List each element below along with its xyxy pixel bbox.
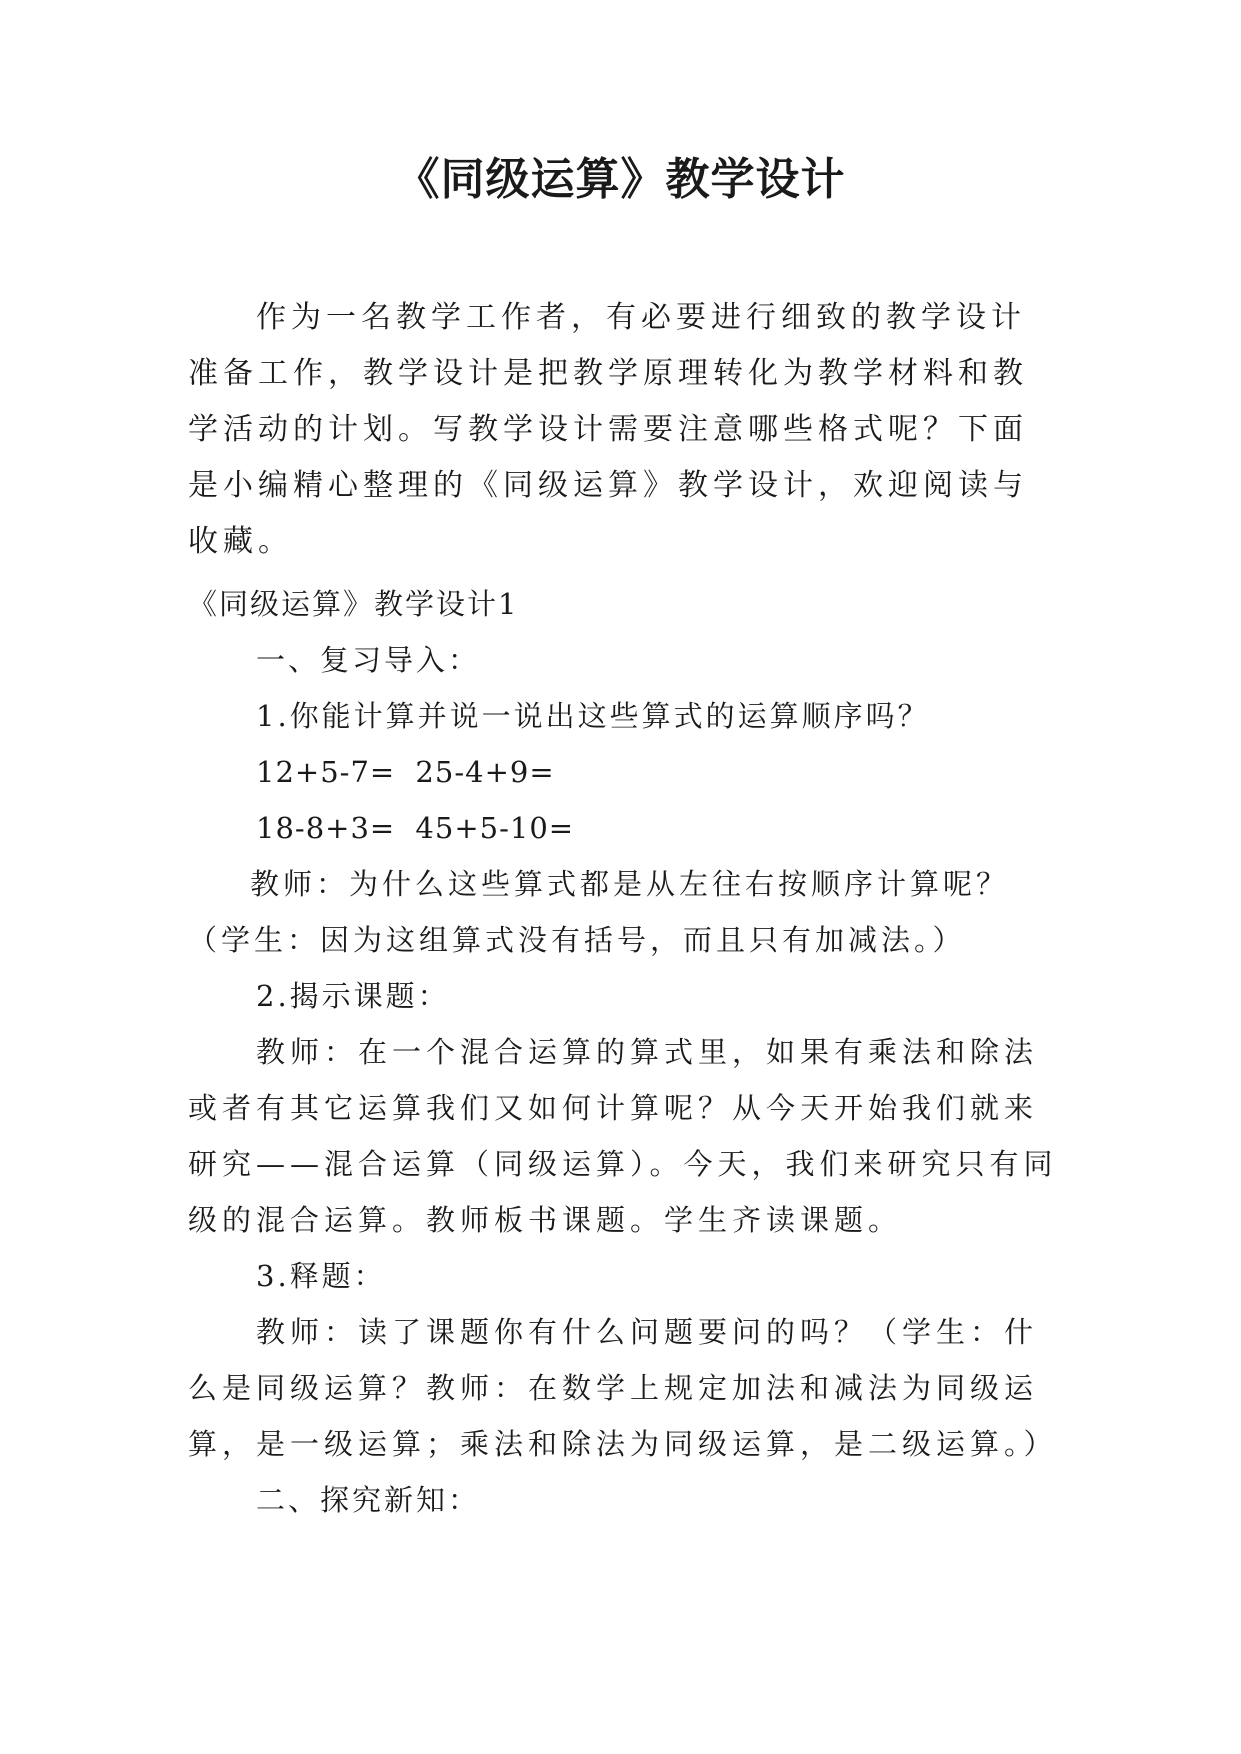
intro-paragraph: 作为一名教学工作者，有必要进行细致的教学设计准备工作，教学设计是把教学原理转化为教学材料和教学活动的计划。写教学设计需要注意哪些格式呢？下面是小编精心整理的《同级运算》教学设计，欢迎阅读与收藏。 — [188, 300, 1028, 559]
part1-heading: 一、复习导入： — [256, 643, 481, 677]
equations-line-2: 18-8+3= 45+5-10= — [256, 811, 575, 845]
teacher-paragraph-3: 教师：读了课题你有什么问题要问的吗？（学生：什么是同级运算？教师：在数学上规定加法和减法为同级运算，是一级运算；乘法和除法为同级运算，是二级运算。） — [188, 1315, 1058, 1461]
part2-heading: 二、探究新知： — [256, 1483, 481, 1517]
document-title: 《同级运算》教学设计 — [395, 154, 846, 205]
teacher-paragraph-2: 教师：在一个混合运算的算式里，如果有乘法和除法或者有其它运算我们又如何计算呢？从今天开始我们就来研究——混合运算（同级运算）。今天，我们来研究只有同级的混合运算。教师板书课题。学生齐读课题。 — [188, 1035, 1058, 1237]
section-title: 《同级运算》教学设计1 — [188, 587, 519, 621]
item-2: 2.揭示课题： — [256, 979, 450, 1013]
document-body — [188, 576, 1068, 1528]
equations-line-1: 12+5-7= 25-4+9= — [256, 755, 555, 789]
item-3: 3.释题： — [256, 1259, 386, 1293]
teacher-question-1: 教师：为什么这些算式都是从左往右按顺序计算呢？（学生：因为这组算式没有括号，而且只有加减法。） — [188, 867, 1010, 957]
item-1: 1.你能计算并说一说出这些算式的运算顺序吗？ — [256, 699, 930, 733]
